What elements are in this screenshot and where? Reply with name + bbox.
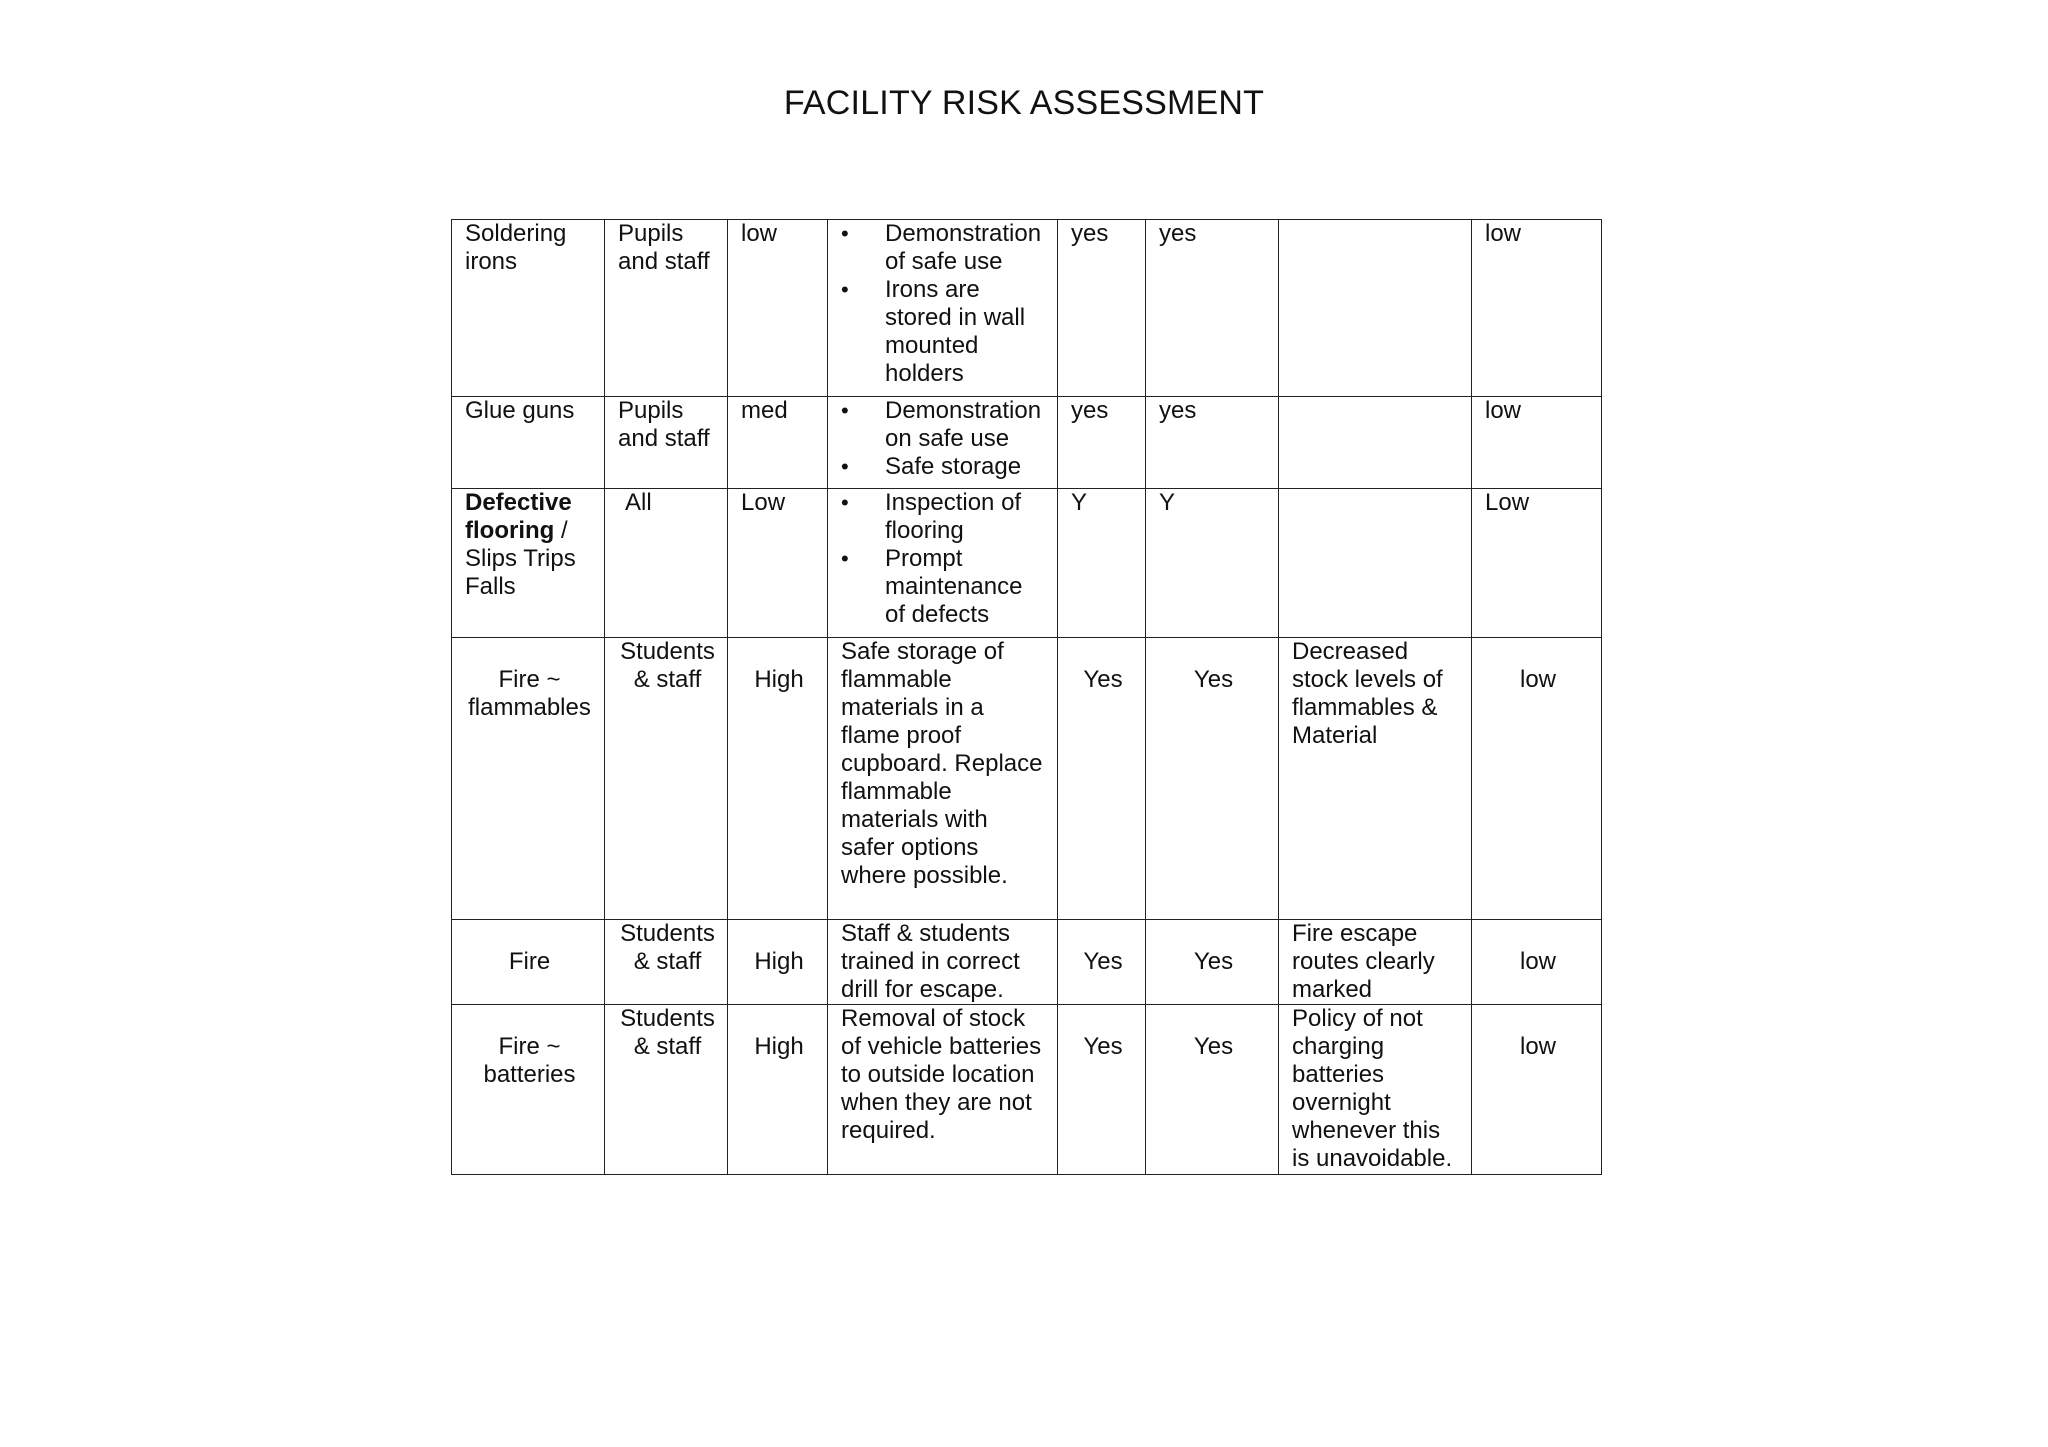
yes-no-cell: Y (1146, 489, 1279, 638)
control-measure-item: • Demonstration on safe use (841, 397, 1047, 453)
table-row (452, 638, 1602, 920)
hazard-cell (452, 1005, 605, 1175)
table-row (452, 920, 1602, 1005)
risk-level-cell: low (728, 220, 828, 397)
yes-no-cell: yes (1058, 220, 1146, 397)
yes-no-text: Yes (1083, 666, 1123, 693)
yes-no-cell: yes (1146, 397, 1279, 489)
yes-no-cell (1146, 638, 1279, 920)
control-measure-item: • Inspection of flooring (841, 489, 1047, 545)
further-action-cell: Fire escape routes clearly marked (1279, 920, 1472, 1005)
yes-no-cell (1146, 1005, 1279, 1175)
yes-no-cell: Y (1058, 489, 1146, 638)
yes-no-text: Yes (1193, 948, 1234, 975)
yes-no-cell (1058, 1005, 1146, 1175)
yes-no-cell (1058, 920, 1146, 1005)
yes-no-text: Yes (1083, 948, 1123, 975)
further-action-cell (1279, 220, 1472, 397)
risk-assessment-table (451, 219, 1602, 1175)
hazard-cell: Glue guns (452, 397, 605, 489)
residual-risk-text: low (1519, 1033, 1556, 1060)
residual-risk-cell (1472, 638, 1602, 920)
risk-level-text: High (754, 666, 804, 693)
residual-risk-cell: low (1472, 397, 1602, 489)
control-measures-cell (828, 220, 1058, 397)
who-at-risk-cell: Students & staff (605, 920, 728, 1005)
hazard-cell (452, 489, 605, 638)
control-measures-cell: Removal of stock of vehicle batteries to outside location when they are not required. (828, 1005, 1058, 1175)
hazard-text: Fire (508, 948, 551, 975)
page-title: FACILITY RISK ASSESSMENT (783, 84, 1265, 122)
hazard-bold-text: Defective flooring (465, 489, 572, 544)
residual-risk-cell (1472, 920, 1602, 1005)
hazard-text: / Slips Trips Falls (465, 517, 576, 600)
yes-no-cell: yes (1058, 397, 1146, 489)
control-measures-cell: Staff & students trained in correct drill for escape. (828, 920, 1058, 1005)
risk-level-text: High (754, 1033, 804, 1060)
yes-no-cell: yes (1146, 220, 1279, 397)
yes-no-text: Yes (1193, 1033, 1234, 1060)
residual-risk-cell (1472, 1005, 1602, 1175)
risk-level-cell: med (728, 397, 828, 489)
table-row (452, 1005, 1602, 1175)
yes-no-cell (1058, 638, 1146, 920)
control-measure-item: • Prompt maintenance of defects (841, 545, 1047, 629)
risk-level-cell (728, 1005, 828, 1175)
risk-level-cell: Low (728, 489, 828, 638)
control-measure-item: • Demonstration of safe use (841, 220, 1047, 276)
control-measure-item: • Safe storage (841, 453, 1047, 481)
control-measures-cell: Safe storage of flammable materials in a flame proof cupboard. Replace flammable materials with safer options where possible. (828, 638, 1058, 920)
hazard-text: Fire ~ flammables (468, 666, 591, 721)
table-row (452, 397, 1602, 489)
who-at-risk-cell: Pupils and staff (605, 220, 728, 397)
who-at-risk-cell: All (605, 489, 728, 638)
residual-risk-cell: Low (1472, 489, 1602, 638)
hazard-cell (452, 920, 605, 1005)
who-at-risk-cell: Pupils and staff (605, 397, 728, 489)
who-at-risk-cell: Students & staff (605, 638, 728, 920)
table-row (452, 489, 1602, 638)
yes-no-text: Yes (1193, 666, 1234, 693)
control-measure-item: • Irons are stored in wall mounted holders (841, 276, 1047, 388)
further-action-cell (1279, 489, 1472, 638)
risk-level-text: High (754, 948, 804, 975)
further-action-cell: Decreased stock levels of flammables & Material (1279, 638, 1472, 920)
hazard-text: Fire ~ batteries (483, 1033, 576, 1088)
residual-risk-text: low (1519, 948, 1556, 975)
control-measures-cell (828, 397, 1058, 489)
risk-level-cell (728, 638, 828, 920)
risk-level-cell (728, 920, 828, 1005)
control-measures-cell (828, 489, 1058, 638)
further-action-cell: Policy of not charging batteries overnight whenever this is unavoidable. (1279, 1005, 1472, 1175)
who-at-risk-cell: Students & staff (605, 1005, 728, 1175)
residual-risk-cell: low (1472, 220, 1602, 397)
hazard-cell (452, 638, 605, 920)
yes-no-text: Yes (1083, 1033, 1123, 1060)
hazard-cell: Soldering irons (452, 220, 605, 397)
further-action-cell (1279, 397, 1472, 489)
residual-risk-text: low (1519, 666, 1556, 693)
yes-no-cell (1146, 920, 1279, 1005)
table-row (452, 220, 1602, 397)
